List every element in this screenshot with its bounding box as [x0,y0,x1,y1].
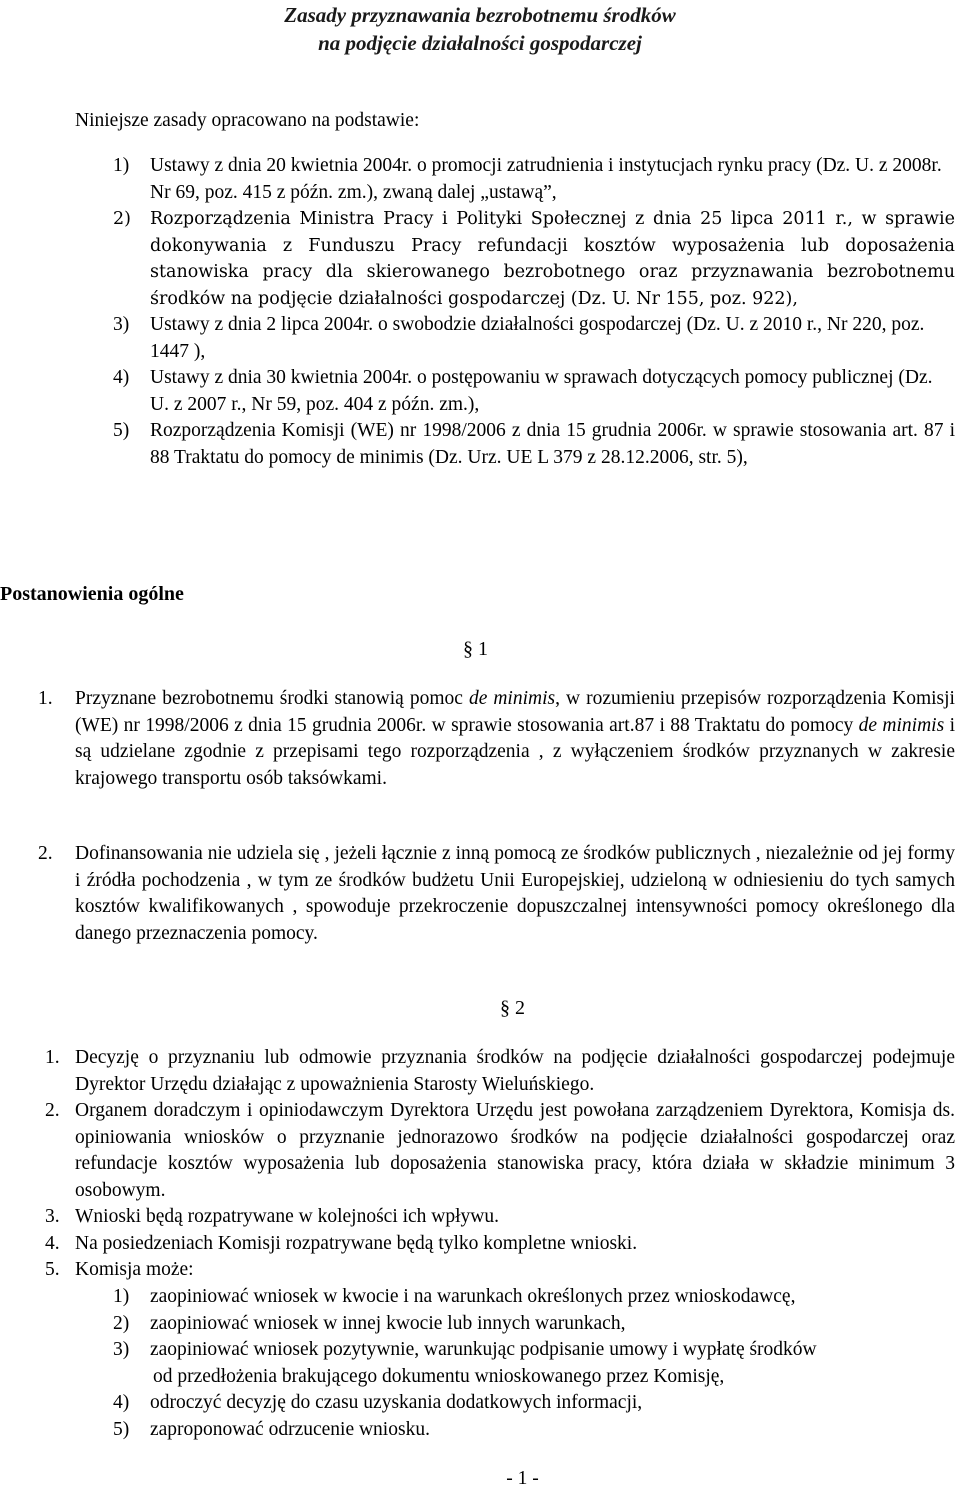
de-minimis-term: de minimis [858,714,945,736]
option-text: odroczyć decyzję do czasu uzyskania dodatkowych informacji, [150,1392,643,1413]
intro-text: Niniejsze zasady opracowano na podstawie: [75,110,420,131]
paragraph-text: Dofinansowania nie udziela się , jeżeli łącznie z inną pomocą ze środków publicznych , niezależnie od jej formy i źródła pochodzenia , w tym ze środków budżetu Unii Europejskiej, udzieloną w odniesieniu do tych samych kosztów kwalifikowanych , spowoduje przekroczenie dopuszczalnej intensywności pomocy określonego dla danego przeznaczenia pomocy. [75,843,955,944]
section-2-item-5 [45,1257,955,1284]
legal-basis-item-4 [113,365,955,418]
item-number: 3. [45,1206,60,1227]
item-text: Na posiedzeniach Komisji rozpatrywane będą tylko kompletne wnioski. [75,1232,638,1254]
legal-basis-item-2 [113,206,955,312]
paragraph-text-part: i są udzielane zgodnie z przepisami tego rozporządzenia , z wyłączeniem środków przyznanych w zakresie krajowego transportu osób taksówkami. [75,714,955,789]
section-1-paragraph-2 [38,841,955,947]
item-text: Komisja może: [75,1259,194,1280]
legal-basis-number: 1) [113,155,130,176]
legal-basis-text: Rozporządzenia Komisji (WE) nr 1998/2006 z dnia 15 grudnia 2006r. w sprawie stosowania art. 87 i 88 Traktatu do pomocy de minimis (Dz. Urz. UE L 379 z 28.12.2006, str. 5), [150,420,955,468]
item-number: 1. [45,1047,60,1068]
commission-option-5 [113,1417,955,1444]
section-1-paragraph-1 [38,686,955,792]
paragraph-text-part: , w rozumieniu przepisów rozporządzenia Komisji (WE) nr 1998/2006 z dnia 15 grudnia 2006r. w sprawie stosowania art.87 i 88 Traktatu do pomocy [75,688,955,736]
paragraph-number: 2. [38,843,53,864]
legal-basis-number: 5) [113,420,130,441]
section-1-mark: § 1 [463,638,488,660]
item-text: Decyzję o przyznaniu lub odmowie przyznania środków na podjęcie działalności gospodarczej podejmuje Dyrektor Urzędu działając z upoważnienia Starosty Wieluńskiego. [75,1047,955,1095]
section-2-item-3 [45,1204,955,1231]
legal-basis-item-3 [113,312,955,365]
item-number: 4. [45,1232,60,1254]
de-minimis-term: de minimis [468,688,556,709]
item-number: 2. [45,1100,60,1121]
legal-basis-number: 4) [113,367,130,388]
option-text: zaopiniować wniosek w innej kwocie lub innych warunkach, [150,1312,626,1334]
option-number: 4) [113,1392,130,1413]
legal-basis-text: Rozporządzenia Ministra Pracy i Polityki Społecznej z dnia 25 lipca 2011 r., w sprawie dokonywania z Funduszu Pracy refundacji kosztów wyposażenia lub doposażenia stanowiska pracy dla skierowanego bezrobotnego oraz przyznawania bezrobotnemu środków na podjęcie działalności gospodarczej (Dz. U. Nr 155, poz. 922), [150,209,955,309]
section-2-item-1 [45,1045,955,1098]
option-number: 3) [113,1339,130,1360]
section-2-mark: § 2 [500,997,525,1019]
commission-option-1 [113,1284,955,1311]
commission-options-list [113,1284,955,1443]
item-text: Wnioski będą rozpatrywane w kolejności ich wpływu. [75,1206,500,1227]
legal-basis-text: Ustawy z dnia 30 kwietnia 2004r. o postępowaniu w sprawach dotyczących pomocy publicznej (Dz. U. z 2007 r., Nr 59, poz. 404 z późn. zm.), [150,367,933,415]
paragraph-text [75,686,955,792]
legal-basis-number: 2) [113,209,131,229]
option-text: zaopiniować wniosek w kwocie i na warunkach określonych przez wnioskodawcę, [150,1286,796,1307]
item-text: Organem doradczym i opiniodawczym Dyrektora Urzędu jest powołana zarządzeniem Dyrektora, Komisja ds. opiniowania wniosków o przyznanie jednorazowo środków na podjęcie działalności gospodarczej oraz refundacje kosztów wyposażenia lub doposażenia stanowiska pracy, która działa w składzie minimum 3 osobowym. [75,1100,955,1201]
legal-basis-list [113,153,955,471]
option-number: 2) [113,1312,130,1334]
general-provisions-heading: Postanowienia ogólne [0,583,184,605]
commission-option-3 [113,1337,955,1390]
paragraph-text-part: Przyznane bezrobotnemu środki stanowią pomoc [75,688,469,709]
document-title-line-2: na podjęcie działalności gospodarczej [318,31,642,55]
item-number: 5. [45,1259,60,1280]
section-2-list [45,1045,955,1284]
paragraph-number: 1. [38,688,53,709]
option-number: 5) [113,1418,130,1440]
section-2-item-4 [45,1231,955,1258]
section-2-item-2 [45,1098,955,1204]
document-title-line-1: Zasady przyznawania bezrobotnemu środków [284,3,676,27]
commission-option-2 [113,1311,955,1338]
option-text: zaopiniować wniosek pozytywnie, warunkując podpisanie umowy i wypłatę środków [150,1339,817,1360]
commission-option-4 [113,1390,955,1417]
option-text: zaproponować odrzucenie wniosku. [150,1418,430,1440]
legal-basis-text: Ustawy z dnia 20 kwietnia 2004r. o promocji zatrudnienia i instytucjach rynku pracy (Dz. U. z 2008r. Nr 69, poz. 415 z późn. zm.), zwaną dalej „ustawą”, [150,155,942,203]
legal-basis-item-5 [113,418,955,471]
legal-basis-text: Ustawy z dnia 2 lipca 2004r. o swobodzie działalności gospodarczej (Dz. U. z 2010 r., Nr 220, poz. 1447 ), [150,314,925,362]
page-number: - 1 - [506,1468,539,1489]
option-number: 1) [113,1286,130,1307]
legal-basis-number: 3) [113,314,130,335]
option-text-continuation: od przedłożenia brakującego dokumentu wnioskowanego przez Komisję, [153,1365,725,1387]
legal-basis-item-1 [113,153,955,206]
